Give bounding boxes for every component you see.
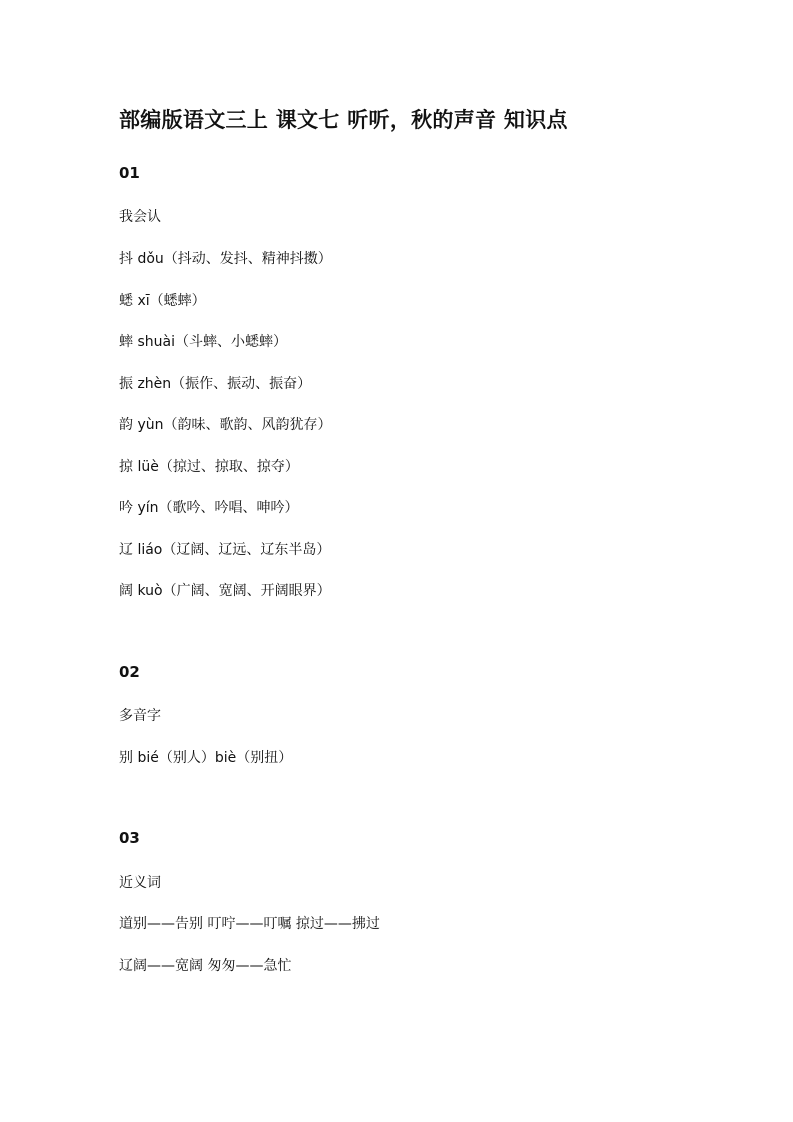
list-item: 辽 liáo（辽阔、辽远、辽东半岛）	[119, 542, 331, 558]
list-item: 振 zhèn（振作、振动、振奋）	[119, 376, 312, 392]
section-number-03: 03	[119, 829, 140, 847]
list-item: 阔 kuò（广阔、宽阔、开阔眼界）	[119, 583, 331, 599]
list-item: 抖 dǒu（抖动、发抖、精神抖擞）	[119, 251, 332, 267]
section-heading-recognize: 我会认	[119, 209, 161, 225]
list-item: 别 bié（别人）biè（别扭）	[119, 750, 293, 766]
list-item: 辽阔——宽阔 匆匆——急忙	[119, 958, 292, 974]
page-title: 部编版语文三上 课文七 听听，秋的声音 知识点	[119, 108, 568, 132]
list-item: 韵 yùn（韵味、歌韵、风韵犹存）	[119, 417, 332, 433]
section-number-01: 01	[119, 164, 140, 182]
section-heading-polyphonic: 多音字	[119, 708, 161, 724]
section-heading-synonyms: 近义词	[119, 875, 161, 891]
list-item: 道别——告别 叮咛——叮嘱 掠过——拂过	[119, 916, 380, 932]
list-item: 掠 lüè（掠过、掠取、掠夺）	[119, 459, 299, 475]
list-item: 吟 yín（歌吟、吟唱、呻吟）	[119, 500, 299, 516]
section-number-02: 02	[119, 663, 140, 681]
list-item: 蟀 shuài（斗蟀、小蟋蟀）	[119, 334, 287, 350]
list-item: 蟋 xī（蟋蟀）	[119, 293, 206, 309]
